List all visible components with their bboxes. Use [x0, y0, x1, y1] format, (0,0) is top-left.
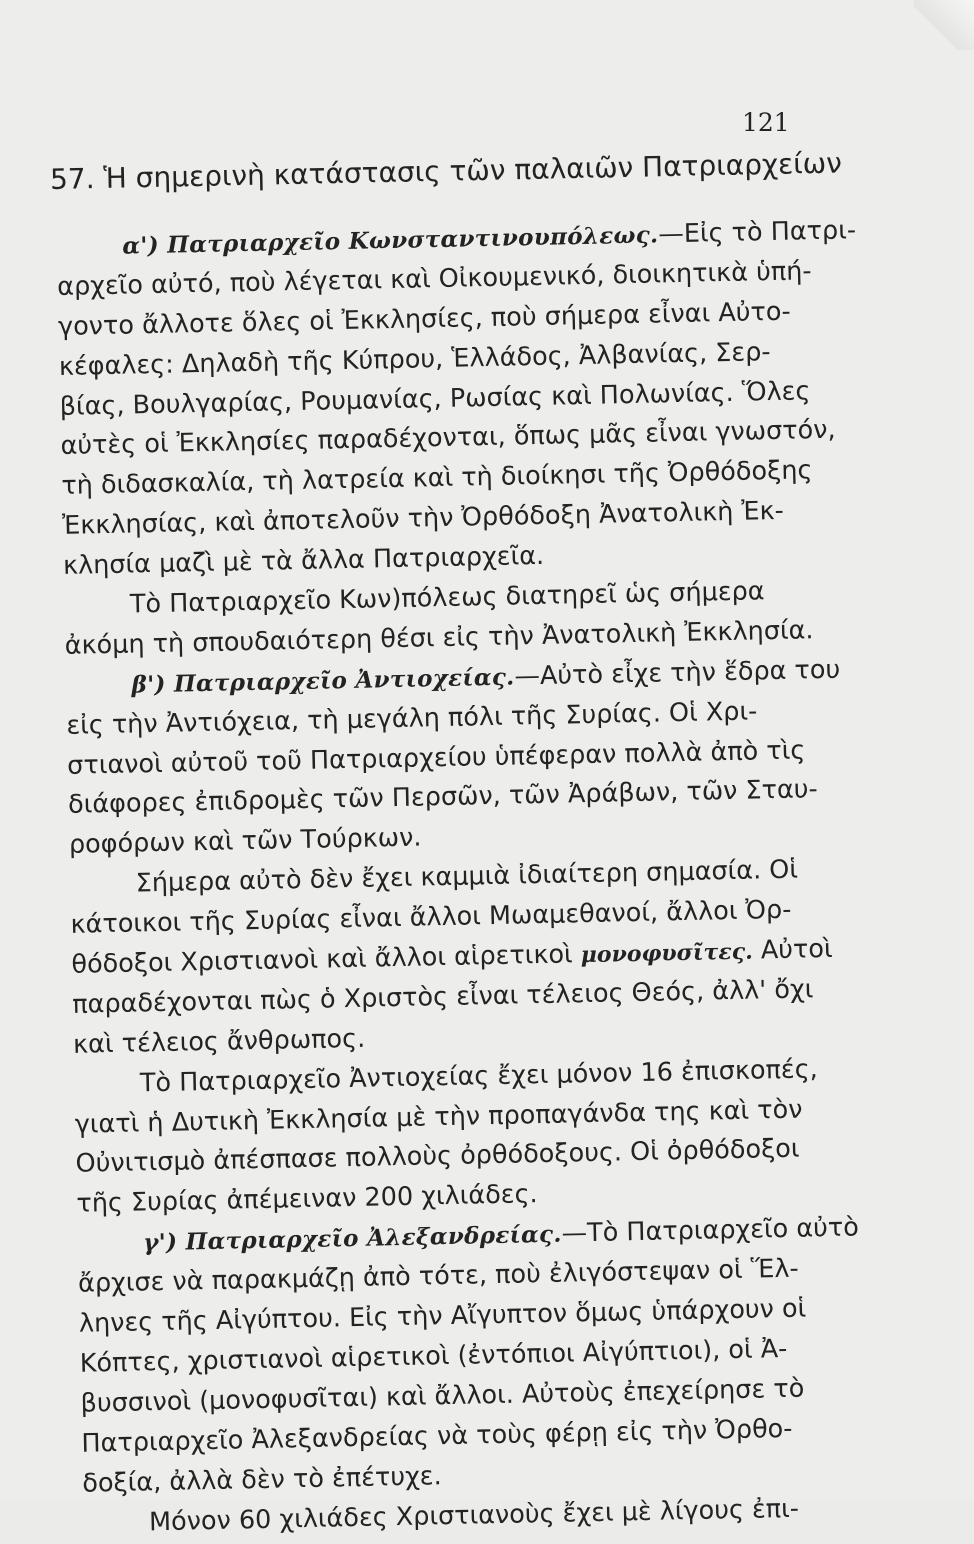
text-run: δοξία, ἀλλὰ δὲν τὸ ἐπέτυχε.	[81, 1460, 442, 1499]
text-run: Ἐκκλησίας, καὶ ἀποτελοῦν τὴν Ὀρθόδοξη Ἀνατολικὴ Ἐκ-	[61, 496, 785, 542]
text-run: τὴ διδασκαλία, τὴ λατρεία καὶ τὴ διοίκησι τῆς Ὀρθόδοξης	[61, 455, 813, 502]
chapter-title: 57. Ἡ σημερινὴ κατάστασις τῶν παλαιῶν Πατριαρχείων	[49, 146, 843, 196]
text-run: παραδέχονται πὼς ὁ Χριστὸς εἶναι τέλειος Θεός, ἀλλ' ὄχι	[71, 974, 814, 1020]
text-run: τῆς Συρίας ἀπέμειναν 200 χιλιάδες.	[76, 1179, 538, 1220]
text-run: διάφορες ἐπιδρομὲς τῶν Περσῶν, τῶν Ἀράβων, τῶν Σταυ-	[67, 774, 819, 821]
text-run: κλησία μαζὶ μὲ τὰ ἄλλα Πατριαρχεῖα.	[62, 540, 545, 582]
text-run: βίας, Βουλγαρίας, Ρουμανίας, Ρωσίας καὶ Πολωνίας. Ὅλες	[59, 375, 811, 422]
text-run: Πατριαρχεῖο Ἀλεξανδρείας νὰ τοὺς φέρῃ εἰς τὴν Ὀρθο-	[81, 1413, 793, 1459]
text-run: εἰς τὴν Ἀντιόχεια, τὴ μεγάλη πόλι τῆς Συρίας. Οἱ Χρι-	[66, 696, 758, 741]
text-run: —Τὸ Πατριαρχεῖο αὐτὸ	[561, 1212, 860, 1249]
text-run: ἀκόμη τὴ σπουδαιότερη θέσι εἰς τὴν Ἀνατολικὴ Ἐκκλησία.	[64, 615, 814, 661]
body-text	[56, 211, 873, 1544]
text-run: γοντο ἄλλοτε ὅλες οἱ Ἐκκλησίες, ποὺ σήμερα εἶναι Αὐτο-	[57, 296, 791, 342]
text-run: ἄρχισε νὰ παρακμάζῃ ἀπὸ τότε, ποὺ ἐλιγόστεψαν οἱ Ἕλ-	[77, 1253, 799, 1299]
text-run: Κόπτες, χριστιανοὶ αἱρετικοὶ (ἐντόπιοι Αἰγύπτιοι), οἱ Ἀ-	[79, 1333, 788, 1379]
text-run: ροφόρων καὶ τῶν Τούρκων.	[68, 822, 422, 861]
text-run: βυσσινοὶ (μονοφυσῖται) καὶ ἄλλοι. Αὐτοὺς ἐπεχείρησε τὸ	[80, 1373, 805, 1419]
text-run: —Αὐτὸ εἶχε τὴν ἕδρα του	[514, 654, 841, 692]
text-run: καὶ τέλειος ἄνθρωπος.	[72, 1023, 366, 1060]
text-run: στιανοὶ αὐτοῦ τοῦ Πατριαρχείου ὑπέφεραν πολλὰ ἀπὸ τὶς	[66, 735, 806, 781]
text-run: αρχεῖο αὐτό, ποὺ λέγεται καὶ Οἰκουμενικό, διοικητικὰ ὑπή-	[56, 256, 812, 302]
text-run: Σήμερα αὐτὸ δὲν ἔχει καμμιὰ ἰδιαίτερη σημασία. Οἱ	[135, 854, 799, 899]
emphasized-term: μονοφυσῖτες.	[580, 938, 754, 969]
page-corner-fold	[914, 0, 974, 50]
text-run: αὐτὲς οἱ Ἐκκλησίες παραδέχονται, ὅπως μᾶς εἶναι γνωστόν,	[60, 415, 836, 462]
text-run: Οὐνιτισμὸ ἀπέσπασε πολλοὺς ὀρθόδοξους. Οἱ ὀρθόδοξοι	[75, 1134, 800, 1180]
text-run: κέφαλες: Δηλαδὴ τῆς Κύπρου, Ἑλλάδος, Ἀλβανίας, Σερ-	[58, 336, 771, 382]
section-heading: β') Πατριαρχεῖο Ἀντιοχείας.	[131, 663, 515, 699]
text-run: Αὐτοὶ	[752, 933, 833, 966]
text-run: Μόνον 60 χιλιάδες Χριστιανοὺς ἔχει μὲ λίγους ἐπι-	[148, 1493, 800, 1537]
text-run: γιατὶ ἡ Δυτικὴ Ἐκκλησία μὲ τὴν προπαγάνδα της καὶ τὸν	[74, 1094, 803, 1140]
text-run: θόδοξοι Χριστιανοὶ καὶ ἄλλοι αἱρετικοὶ	[71, 939, 582, 980]
text-run: ληνες τῆς Αἰγύπτου. Εἰς τὴν Αἴγυπτον ὅμως ὑπάρχουν οἱ	[78, 1293, 807, 1339]
page-number: 121	[742, 108, 790, 137]
text-run: Τὸ Πατριαρχεῖο Κων)πόλεως διατηρεῖ ὡς σήμερα	[129, 576, 765, 620]
text-run: κάτοικοι τῆς Συρίας εἶναι ἄλλοι Μωαμεθανοί, ἄλλοι Ὀρ-	[70, 894, 792, 940]
section-heading: α') Πατριαρχεῖο Κωνσταντινουπόλεως.	[122, 221, 659, 260]
section-heading: γ') Πατριαρχεῖο Ἀλεξανδρείας.	[142, 1220, 562, 1257]
text-run: Τὸ Πατριαρχεῖο Ἀντιοχείας ἔχει μόνον 16 ἐπισκοπές,	[139, 1053, 819, 1099]
text-run: —Εἰς τὸ Πατρι-	[657, 215, 857, 250]
